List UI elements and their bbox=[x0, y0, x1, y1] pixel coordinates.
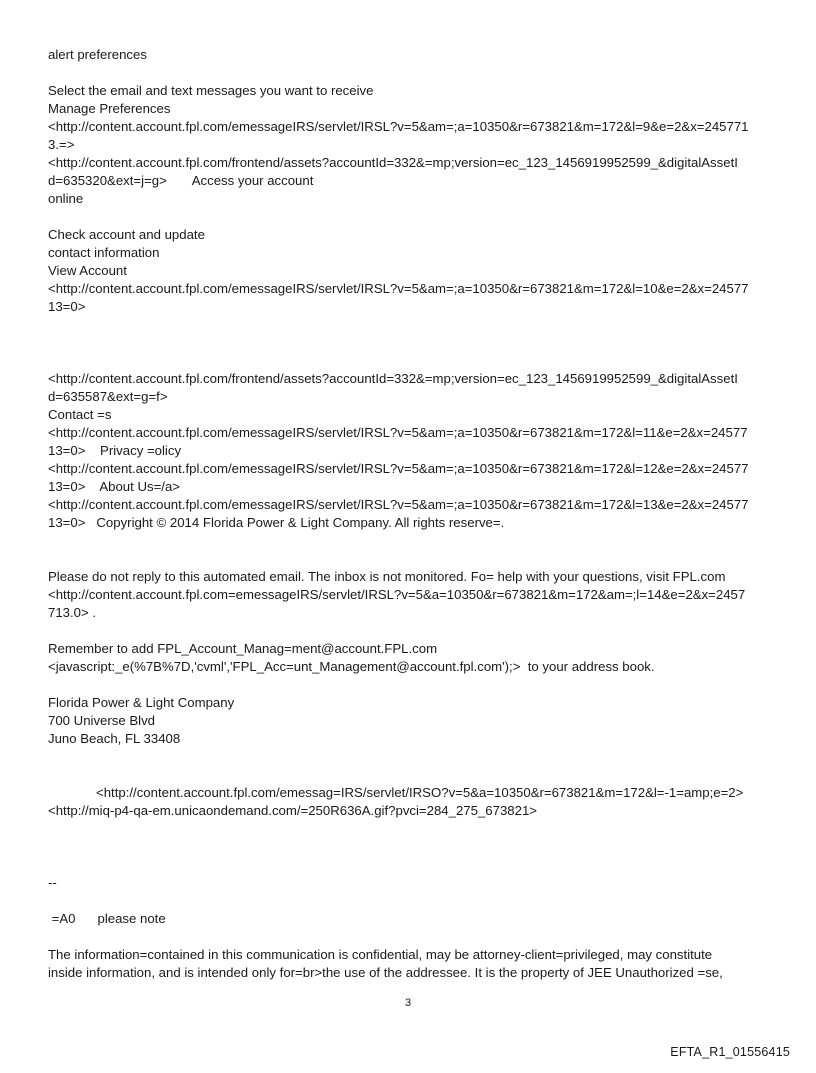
url-line: <http://content.account.fpl.com/emessageIRS/servlet/IRSL?v=5&am=;a=10350&r=673821&m=172&l=9&e=2&x=245771 bbox=[48, 119, 749, 134]
text-line: inside information, and is intended only for=br>the use of the addressee. It is the property of JEE Unauthorized =se, bbox=[48, 965, 723, 980]
url-line: 13=0> bbox=[48, 299, 86, 314]
url-line: 713.0> . bbox=[48, 605, 97, 620]
text-line: Manage Preferences bbox=[48, 101, 171, 116]
text-line: Select the email and text messages you want to receive bbox=[48, 83, 374, 98]
url-line: <http://content.account.fpl.com/emessageIRS/servlet/IRSL?v=5&am=;a=10350&r=673821&m=172&l=13&e=2&x=24577 bbox=[48, 497, 749, 512]
text-line: alert preferences bbox=[48, 47, 147, 62]
copyright-line: 13=0> Copyright © 2014 Florida Power & Light Company. All rights reserve=. bbox=[48, 515, 505, 530]
text-line: Check account and update bbox=[48, 227, 205, 242]
url-line: <http://content.account.fpl.com=emessageIRS/servlet/IRSL?v=5&a=10350&r=673821&m=172&am=;l=14&e=2&x=2457 bbox=[48, 587, 746, 602]
address-line: Florida Power & Light Company bbox=[48, 695, 235, 710]
url-line: <http://content.account.fpl.com/emessageIRS/servlet/IRSL?v=5&am=;a=10350&r=673821&m=172&l=11&e=2&x=24577 bbox=[48, 425, 748, 440]
separator-line: -- bbox=[48, 875, 57, 890]
text-line: Please do not reply to this automated email. The inbox is not monitored. Fo= help with your questions, visit FPL.com bbox=[48, 569, 726, 584]
url-line: 13=0> Privacy =olicy bbox=[48, 443, 182, 458]
text-line: Contact =s bbox=[48, 407, 112, 422]
url-line: <http://content.account.fpl.com/emessageIRS/servlet/IRSL?v=5&am=;a=10350&r=673821&m=172&l=12&e=2&x=24577 bbox=[48, 461, 749, 476]
document-body bbox=[48, 46, 778, 982]
url-line: <http://content.account.fpl.com/frontend/assets?accountId=332&=mp;version=ec_123_1456919952599_&digitalAssetI bbox=[48, 155, 738, 170]
text-line: Remember to add FPL_Account_Manag=ment@account.FPL.com bbox=[48, 641, 438, 656]
url-line: d=635587&ext=g=f> bbox=[48, 389, 168, 404]
text-line: <javascript:_e(%7B%7D,'cvml','FPL_Acc=unt_Management@account.fpl.com');> to your address book. bbox=[48, 659, 655, 674]
text-line: The information=contained in this communication is confidential, may be attorney-client=privileged, may constitute bbox=[48, 947, 713, 962]
text-line: =A0 please note bbox=[48, 911, 166, 926]
url-line: <http://content.account.fpl.com/emessag=IRS/servlet/IRSO?v=5&a=10350&r=673821&m=172&l=-1=amp;e=2> bbox=[96, 785, 744, 800]
url-line: <http://miq-p4-qa-em.unicaondemand.com/=250R636A.gif?pvci=284_275_673821> bbox=[48, 803, 538, 818]
url-line: <http://content.account.fpl.com/frontend/assets?accountId=332&=mp;version=ec_123_1456919952599_&digitalAssetI bbox=[48, 371, 738, 386]
address-line: 700 Universe Blvd bbox=[48, 713, 156, 728]
address-line: Juno Beach, FL 33408 bbox=[48, 731, 181, 746]
text-line: contact information bbox=[48, 245, 160, 260]
url-line: 13=0> About Us=/a> bbox=[48, 479, 180, 494]
page-number: 3 bbox=[404, 997, 412, 1009]
url-line: d=635320&ext=j=g> Access your account bbox=[48, 173, 314, 188]
text-line: online bbox=[48, 191, 84, 206]
text-line: View Account bbox=[48, 263, 127, 278]
url-line: 3.=> bbox=[48, 137, 75, 152]
bates-number: EFTA_R1_01556415 bbox=[670, 1045, 790, 1059]
url-line: <http://content.account.fpl.com/emessageIRS/servlet/IRSL?v=5&am=;a=10350&r=673821&m=172&l=10&e=2&x=24577 bbox=[48, 281, 749, 296]
